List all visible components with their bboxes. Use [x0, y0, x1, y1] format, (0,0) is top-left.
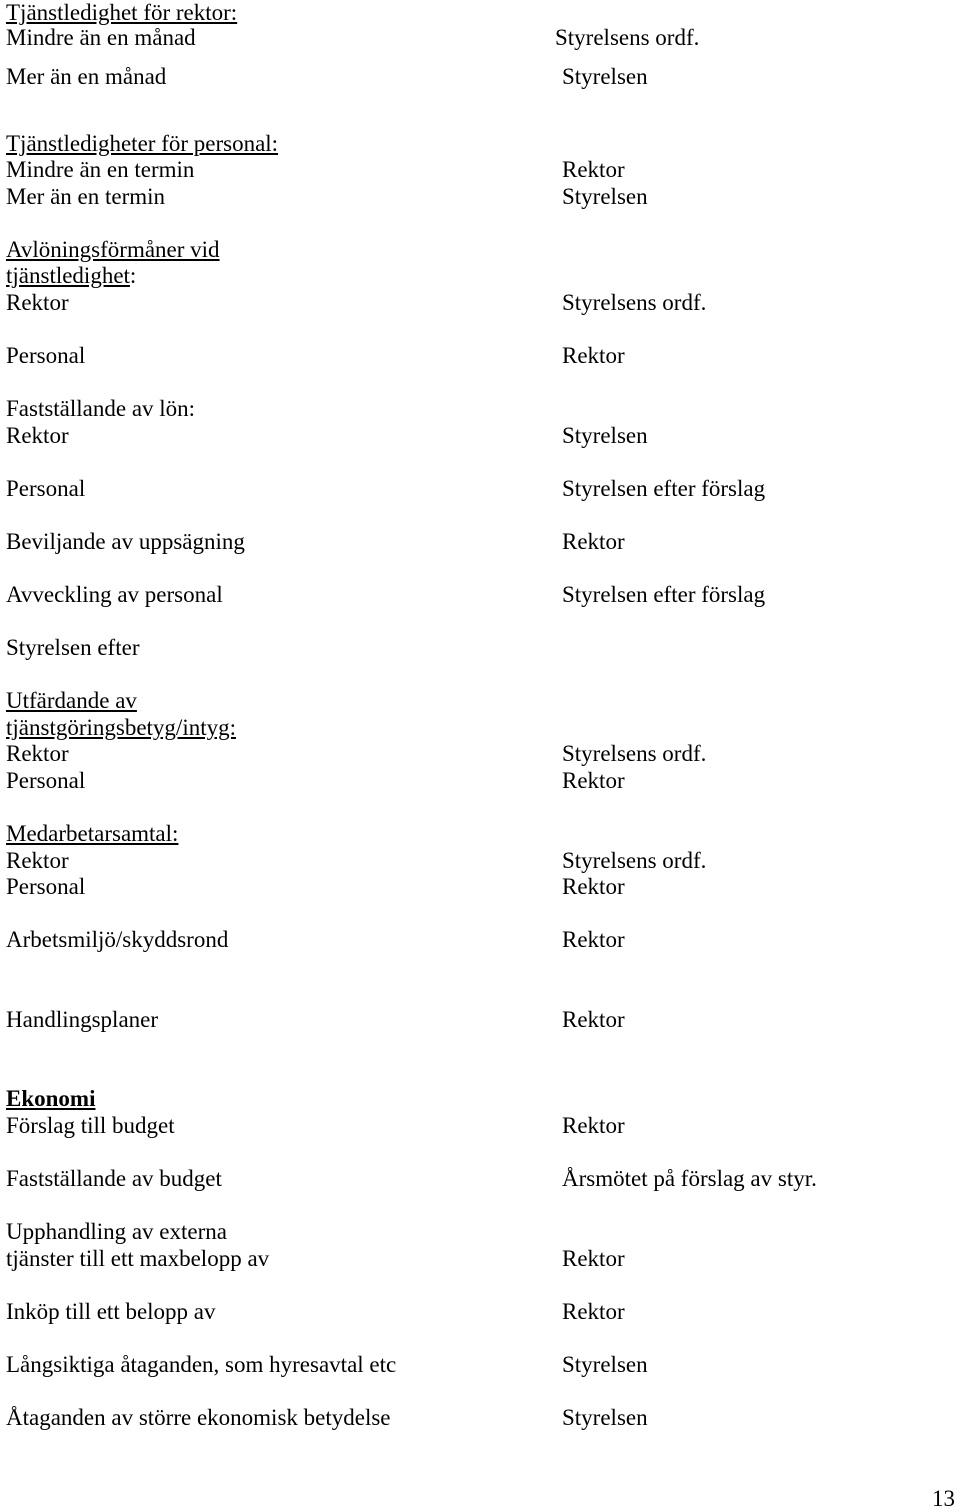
tjanstledighet-rektor-heading: Tjänstledighet för rektor: [6, 0, 238, 25]
decision-betyg-personal: Rektor [562, 768, 625, 793]
decision-upphandling: Rektor [562, 1246, 625, 1271]
decision-mer-manad: Styrelsen [562, 64, 648, 89]
langsiktiga-ataganden: Långsiktiga åtaganden, som hyresavtal etc [6, 1352, 397, 1377]
mer-an-en-termin: Mer än en termin [6, 184, 166, 209]
decision-langsiktiga: Styrelsen [562, 1352, 648, 1377]
avloningsformaner-heading-line2 [6, 263, 136, 289]
inkop: Inköp till ett belopp av [6, 1299, 216, 1324]
upphandling-line2: tjänster till ett maxbelopp av [6, 1246, 270, 1271]
decision-mindre-termin: Rektor [562, 157, 625, 182]
decision-avloning-rektor: Styrelsens ordf. [562, 290, 707, 315]
utfardande-heading: Utfärdande av [6, 688, 137, 713]
avloningsformaner-heading-underlined: tjänstledighet [6, 263, 130, 288]
upphandling: Upphandling av externa [6, 1219, 227, 1244]
ekonomi-heading: Ekonomi [6, 1086, 96, 1111]
decision-lon-rektor: Styrelsen [562, 423, 648, 448]
avloning-rektor: Rektor [6, 290, 69, 315]
styrelsen-efter: Styrelsen efter [6, 635, 140, 660]
decision-betyg-rektor: Styrelsens ordf. [562, 741, 707, 766]
betyg-personal: Personal [6, 768, 86, 793]
avloningsformaner-colon: : [129, 263, 137, 288]
decision-lon-personal: Styrelsen efter förslag [562, 476, 766, 501]
samtal-rektor: Rektor [6, 848, 69, 873]
faststallande-lon-heading: Fastställande av lön: [6, 396, 196, 421]
mindre-an-en-termin: Mindre än en termin [6, 157, 195, 182]
lon-rektor: Rektor [6, 423, 69, 448]
utfardande-heading-line2: tjänstgöringsbetyg/intyg: [6, 715, 236, 740]
decision-mindre-manad: Styrelsens ordf. [555, 25, 700, 50]
ataganden-storre: Åtaganden av större ekonomisk betydelse [6, 1405, 391, 1430]
decision-faststallande-budget: Årsmötet på förslag av styr. [562, 1166, 817, 1191]
decision-avveckling: Styrelsen efter förslag [562, 582, 766, 607]
handlingsplaner: Handlingsplaner [6, 1007, 159, 1032]
lon-personal: Personal [6, 476, 86, 501]
medarbetarsamtal-heading: Medarbetarsamtal: [6, 821, 179, 846]
decision-ataganden: Styrelsen [562, 1405, 648, 1430]
samtal-personal: Personal [6, 874, 86, 899]
arbetsmiljo: Arbetsmiljö/skyddsrond [6, 927, 229, 952]
decision-inkop: Rektor [562, 1299, 625, 1324]
decision-samtal-rektor: Styrelsens ordf. [562, 848, 707, 873]
decision-forslag-budget: Rektor [562, 1113, 625, 1138]
forslag-budget: Förslag till budget [6, 1113, 175, 1138]
faststallande-budget: Fastställande av budget [6, 1166, 222, 1191]
avloningsformaner-heading: Avlöningsförmåner vid [6, 237, 220, 262]
decision-avloning-personal: Rektor [562, 343, 625, 368]
decision-mer-termin: Styrelsen [562, 184, 648, 209]
page-number: 13 [932, 1486, 955, 1511]
beviljande-uppsagning: Beviljande av uppsägning [6, 529, 245, 554]
decision-handlingsplaner: Rektor [562, 1007, 625, 1032]
avveckling-personal: Avveckling av personal [6, 582, 223, 607]
tjanstledigheter-personal-heading: Tjänstledigheter för personal: [6, 131, 279, 156]
mer-an-en-manad: Mer än en månad [6, 64, 167, 89]
decision-arbetsmiljo: Rektor [562, 927, 625, 952]
decision-uppsagning: Rektor [562, 529, 625, 554]
decision-samtal-personal: Rektor [562, 874, 625, 899]
betyg-rektor: Rektor [6, 741, 69, 766]
avloning-personal: Personal [6, 343, 86, 368]
mindre-an-en-manad: Mindre än en månad [6, 25, 196, 50]
